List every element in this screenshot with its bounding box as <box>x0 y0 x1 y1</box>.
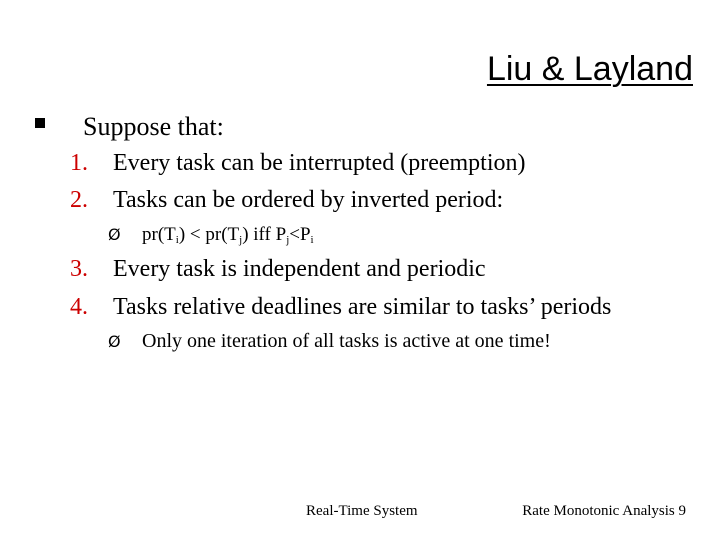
list-number: 3. <box>70 256 88 282</box>
list-number: 4. <box>70 294 88 320</box>
sub-bullet-iteration <box>108 330 551 353</box>
list-item-text: Every task is independent and periodic <box>113 256 486 282</box>
formula-subscript: i <box>310 234 314 246</box>
arrow-bullet-icon: Ø <box>108 332 121 351</box>
main-bullet-text: Suppose that: <box>83 112 224 141</box>
list-item-3 <box>70 256 486 283</box>
list-item-text: Tasks can be ordered by inverted period: <box>113 187 504 213</box>
list-number: 1. <box>70 150 88 176</box>
formula-subscript: j <box>239 234 243 246</box>
formula-part: pr(T <box>142 224 176 245</box>
formula-subscript: j <box>286 234 290 246</box>
footer-left: Real-Time System <box>306 503 418 519</box>
formula-part: ) < pr(T <box>178 224 240 245</box>
formula-part: <P <box>289 224 311 245</box>
list-number: 2. <box>70 187 88 213</box>
list-item-1 <box>70 150 526 177</box>
sub-bullet-priority <box>108 224 314 246</box>
formula-subscript: i <box>175 234 179 246</box>
footer-right: Rate Monotonic Analysis 9 <box>522 503 686 519</box>
arrow-bullet-icon: Ø <box>108 225 121 244</box>
sub-bullet-text: Only one iteration of all tasks is active at one time! <box>142 330 551 352</box>
list-item-4 <box>70 294 611 321</box>
list-item-2 <box>70 187 503 214</box>
formula-part: ) iff P <box>242 224 287 245</box>
square-bullet-icon <box>35 118 45 128</box>
list-item-text: Tasks relative deadlines are similar to tasks’ periods <box>113 294 612 320</box>
slide-title: Liu & Layland <box>486 50 693 88</box>
list-item-text: Every task can be interrupted (preemption) <box>113 150 526 176</box>
